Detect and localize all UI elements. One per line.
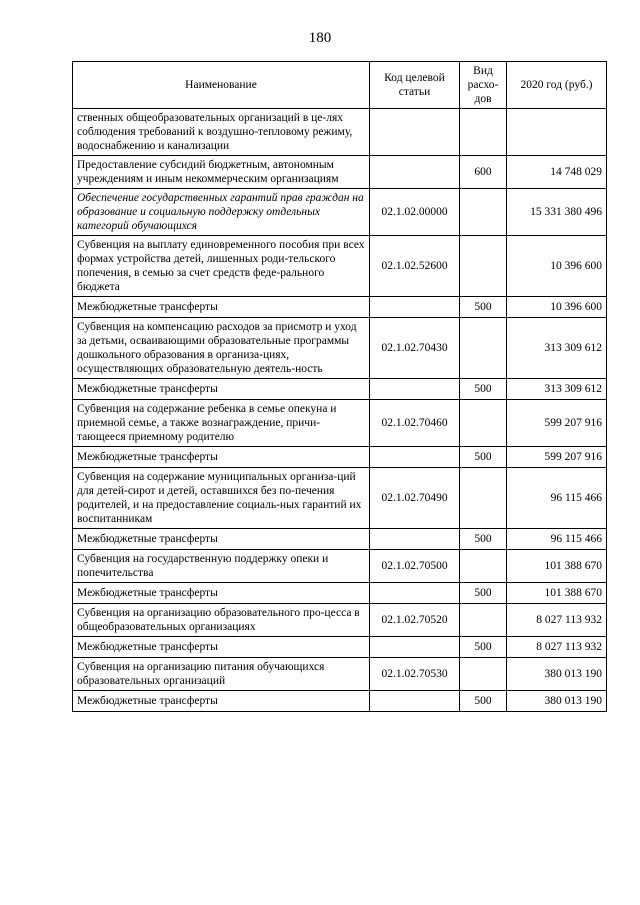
table-row (73, 529, 607, 550)
row-amount-cell: 380 013 190 (507, 691, 607, 712)
row-amount-cell: 101 388 670 (507, 583, 607, 604)
table-row (73, 604, 607, 637)
row-name-cell: ственных общеобразовательных организаций в це-лях соблюдения требований к воздушно-тепловому режиму, водоснабжению и канализации (73, 109, 370, 156)
table-row (73, 109, 607, 156)
row-expense-type-cell: 500 (460, 529, 507, 550)
row-expense-type-cell: 500 (460, 297, 507, 318)
row-amount-cell: 8 027 113 932 (507, 604, 607, 637)
row-name-cell: Субвенция на организацию образовательного про-цесса в общеобразовательных организациях (73, 604, 370, 637)
row-code-cell (370, 109, 460, 156)
table-body (73, 109, 607, 712)
row-expense-type-cell: 500 (460, 583, 507, 604)
row-amount-cell: 599 207 916 (507, 447, 607, 468)
row-expense-type-cell (460, 400, 507, 447)
row-amount-cell: 313 309 612 (507, 318, 607, 379)
row-name-cell: Межбюджетные трансферты (73, 529, 370, 550)
row-code-cell: 02.1.02.70530 (370, 658, 460, 691)
row-code-cell: 02.1.02.52600 (370, 236, 460, 297)
row-code-cell (370, 529, 460, 550)
row-code-cell: 02.1.02.00000 (370, 189, 460, 236)
row-code-cell: 02.1.02.70460 (370, 400, 460, 447)
table-row (73, 691, 607, 712)
row-amount-cell: 313 309 612 (507, 379, 607, 400)
row-expense-type-cell: 500 (460, 379, 507, 400)
row-code-cell (370, 156, 460, 189)
row-name-cell: Межбюджетные трансферты (73, 379, 370, 400)
table-row (73, 447, 607, 468)
row-amount-cell: 8 027 113 932 (507, 637, 607, 658)
table-row (73, 468, 607, 529)
row-name-cell: Межбюджетные трансферты (73, 447, 370, 468)
row-amount-cell: 96 115 466 (507, 529, 607, 550)
row-code-cell (370, 379, 460, 400)
table-row (73, 400, 607, 447)
row-name-cell: Субвенция на организацию питания обучающихся образовательных организаций (73, 658, 370, 691)
row-expense-type-cell (460, 236, 507, 297)
row-amount-cell: 15 331 380 496 (507, 189, 607, 236)
table-row (73, 637, 607, 658)
table-row (73, 156, 607, 189)
row-name-cell: Субвенция на компенсацию расходов за присмотр и уход за детьми, осваивающими образовательные программы дошкольного образования в организа-циях, осуществляющих образовательную деятель-ность (73, 318, 370, 379)
row-amount-cell: 10 396 600 (507, 297, 607, 318)
row-name-cell: Субвенция на государственную поддержку опеки и попечительства (73, 550, 370, 583)
row-amount-cell (507, 109, 607, 156)
row-expense-type-cell (460, 109, 507, 156)
table-row (73, 550, 607, 583)
row-amount-cell: 96 115 466 (507, 468, 607, 529)
row-amount-cell: 10 396 600 (507, 236, 607, 297)
row-name-cell: Межбюджетные трансферты (73, 297, 370, 318)
row-expense-type-cell: 500 (460, 637, 507, 658)
row-expense-type-cell: 600 (460, 156, 507, 189)
header-name: Наименование (73, 62, 370, 109)
row-expense-type-cell (460, 658, 507, 691)
row-code-cell: 02.1.02.70490 (370, 468, 460, 529)
row-name-cell: Субвенция на содержание ребенка в семье опекуна и приемной семье, а также вознаграждение, причи-тающееся приемному родителю (73, 400, 370, 447)
table-row (73, 658, 607, 691)
row-code-cell: 02.1.02.70500 (370, 550, 460, 583)
row-amount-cell: 599 207 916 (507, 400, 607, 447)
row-amount-cell: 101 388 670 (507, 550, 607, 583)
row-name-cell: Межбюджетные трансферты (73, 583, 370, 604)
row-expense-type-cell (460, 318, 507, 379)
row-name-cell: Субвенция на содержание муниципальных организа-ций для детей-сирот и детей, оставшихся без по-печения родителей, и на предоставление социаль-ных гарантий их воспитанникам (73, 468, 370, 529)
row-expense-type-cell (460, 550, 507, 583)
row-amount-cell: 14 748 029 (507, 156, 607, 189)
table-row (73, 379, 607, 400)
row-expense-type-cell: 500 (460, 447, 507, 468)
table-row (73, 297, 607, 318)
header-amount-2020: 2020 год (руб.) (507, 62, 607, 109)
row-code-cell (370, 447, 460, 468)
row-amount-cell: 380 013 190 (507, 658, 607, 691)
table-header-row (73, 62, 607, 109)
row-name-cell: Межбюджетные трансферты (73, 691, 370, 712)
row-name-cell: Обеспечение государственных гарантий прав граждан на образование и социальную поддержку отдельных категорий обучающихся (73, 189, 370, 236)
row-code-cell: 02.1.02.70430 (370, 318, 460, 379)
table-row (73, 189, 607, 236)
row-code-cell: 02.1.02.70520 (370, 604, 460, 637)
table-row (73, 236, 607, 297)
row-code-cell (370, 637, 460, 658)
row-code-cell (370, 297, 460, 318)
table-row (73, 583, 607, 604)
row-code-cell (370, 583, 460, 604)
row-code-cell (370, 691, 460, 712)
budget-table (72, 61, 607, 712)
table-row (73, 318, 607, 379)
page-number: 180 (308, 30, 332, 46)
row-name-cell: Межбюджетные трансферты (73, 637, 370, 658)
row-expense-type-cell (460, 604, 507, 637)
row-name-cell: Субвенция на выплату единовременного пособия при всех формах устройства детей, лишенных роди-тельского попечения, в семью за счет средств феде-рального бюджета (73, 236, 370, 297)
header-code: Код целевой статьи (370, 62, 460, 109)
row-expense-type-cell: 500 (460, 691, 507, 712)
header-expense-type: Вид расхо-дов (460, 62, 507, 109)
row-name-cell: Предоставление субсидий бюджетным, автономным учреждениям и иным некоммерческим организациям (73, 156, 370, 189)
row-expense-type-cell (460, 189, 507, 236)
row-expense-type-cell (460, 468, 507, 529)
